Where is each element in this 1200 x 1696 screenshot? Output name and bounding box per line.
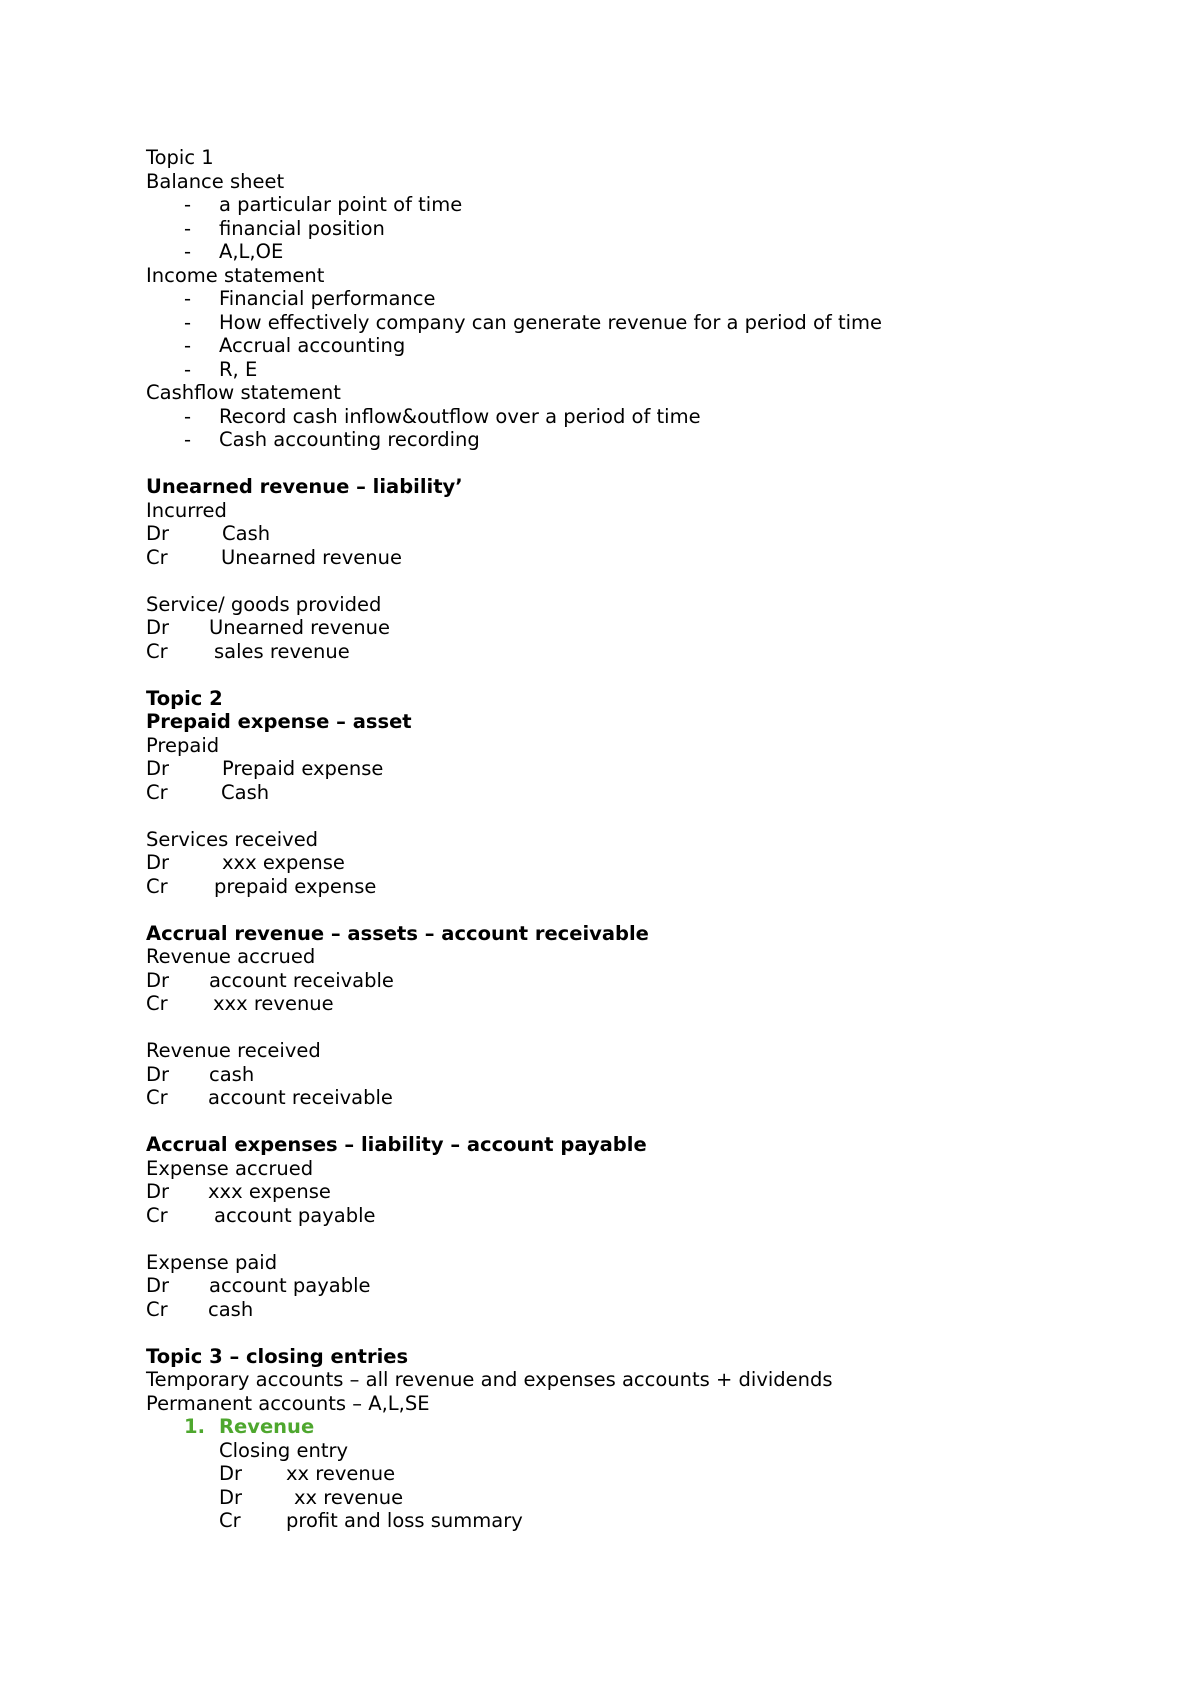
journal-entry-debit: Dr cash — [146, 1062, 255, 1086]
temporary-accounts-text: Temporary accounts – all revenue and expenses accounts + dividends — [146, 1368, 833, 1391]
closing-entry-row: Dr xx revenue — [219, 1462, 396, 1485]
spacer — [146, 1110, 1146, 1134]
journal-entry-credit: Cr account receivable — [146, 1086, 393, 1109]
list-item: - a particular point of time — [184, 193, 463, 216]
topic2-title: Topic 2 — [146, 686, 223, 710]
list-number: 1. — [184, 1415, 205, 1438]
spacer — [146, 804, 1146, 828]
list-item: - A,L,OE — [184, 240, 284, 263]
balance-sheet-heading: Balance sheet — [146, 169, 285, 193]
entry-label: Prepaid — [146, 733, 220, 757]
entry-label: Revenue received — [146, 1039, 321, 1062]
spacer — [146, 569, 1146, 593]
list-item: - Record cash inflow&outflow over a period of time — [184, 404, 701, 428]
permanent-accounts-text: Permanent accounts – A,L,SE — [146, 1391, 430, 1415]
list-item: - Cash accounting recording — [184, 428, 480, 451]
entry-label: Service/ goods provided — [146, 592, 382, 616]
journal-entry-credit: Cr sales revenue — [146, 639, 350, 663]
list-heading: Revenue — [219, 1415, 315, 1438]
spacer — [146, 1016, 1146, 1040]
journal-entry-debit: Dr Unearned revenue — [146, 616, 391, 639]
spacer — [146, 1227, 1146, 1251]
journal-entry-credit: Cr Cash — [146, 780, 270, 804]
journal-entry-debit: Dr account payable — [146, 1274, 371, 1297]
journal-entry-debit: Dr Cash — [146, 522, 271, 545]
bullet-dash: - — [184, 334, 192, 357]
journal-entry-debit: Dr xxx expense — [146, 1180, 331, 1203]
journal-entry-debit: Dr Prepaid expense — [146, 757, 384, 780]
bullet-dash: - — [184, 310, 192, 334]
list-item: - financial position — [184, 216, 385, 240]
accrual-expenses-heading: Accrual expenses – liability – account payable — [146, 1133, 647, 1156]
entry-label: Revenue accrued — [146, 945, 316, 968]
list-item: - How effectively company can generate revenue for a period of time — [184, 310, 883, 334]
journal-entry-credit: Cr prepaid expense — [146, 874, 377, 898]
bullet-dash: - — [184, 287, 192, 310]
entry-label: Expense paid — [146, 1250, 278, 1274]
income-statement-heading: Income statement — [146, 263, 325, 287]
bullet-dash: - — [184, 428, 192, 451]
journal-entry-credit: Cr cash — [146, 1297, 254, 1321]
list-item: - Accrual accounting — [184, 334, 406, 357]
spacer — [146, 663, 1146, 687]
bullet-dash: - — [184, 193, 192, 216]
prepaid-expense-heading: Prepaid expense – asset — [146, 710, 412, 733]
accrual-revenue-heading: Accrual revenue – assets – account receivable — [146, 921, 649, 945]
list-item: - R, E — [184, 357, 258, 381]
cashflow-statement-heading: Cashflow statement — [146, 381, 341, 404]
journal-entry-credit: Cr Unearned revenue — [146, 545, 403, 569]
journal-entry-debit: Dr account receivable — [146, 968, 394, 992]
closing-entry-row: Dr xx revenue — [219, 1485, 404, 1509]
journal-entry-debit: Dr xxx expense — [146, 851, 345, 874]
entry-label: Expense accrued — [146, 1156, 314, 1180]
bullet-dash: - — [184, 357, 192, 381]
bullet-dash: - — [184, 404, 192, 428]
spacer — [146, 898, 1146, 922]
closing-entry-row: Cr profit and loss summary — [219, 1509, 523, 1532]
document-page — [146, 146, 1146, 1533]
entry-label: Incurred — [146, 498, 227, 522]
topic3-title: Topic 3 – closing entries — [146, 1344, 409, 1368]
spacer — [146, 1321, 1146, 1345]
bullet-dash: - — [184, 216, 192, 240]
numbered-list-item-revenue — [146, 1415, 1146, 1439]
topic1-title: Topic 1 — [146, 146, 214, 169]
entry-label: Services received — [146, 827, 319, 851]
list-item: - Financial performance — [184, 287, 436, 310]
spacer — [146, 452, 1146, 476]
journal-entry-credit: Cr xxx revenue — [146, 992, 334, 1015]
journal-entry-credit: Cr account payable — [146, 1203, 376, 1227]
bullet-dash: - — [184, 240, 192, 263]
unearned-revenue-heading: Unearned revenue – liability’ — [146, 475, 463, 498]
closing-entry-label: Closing entry — [219, 1438, 349, 1462]
